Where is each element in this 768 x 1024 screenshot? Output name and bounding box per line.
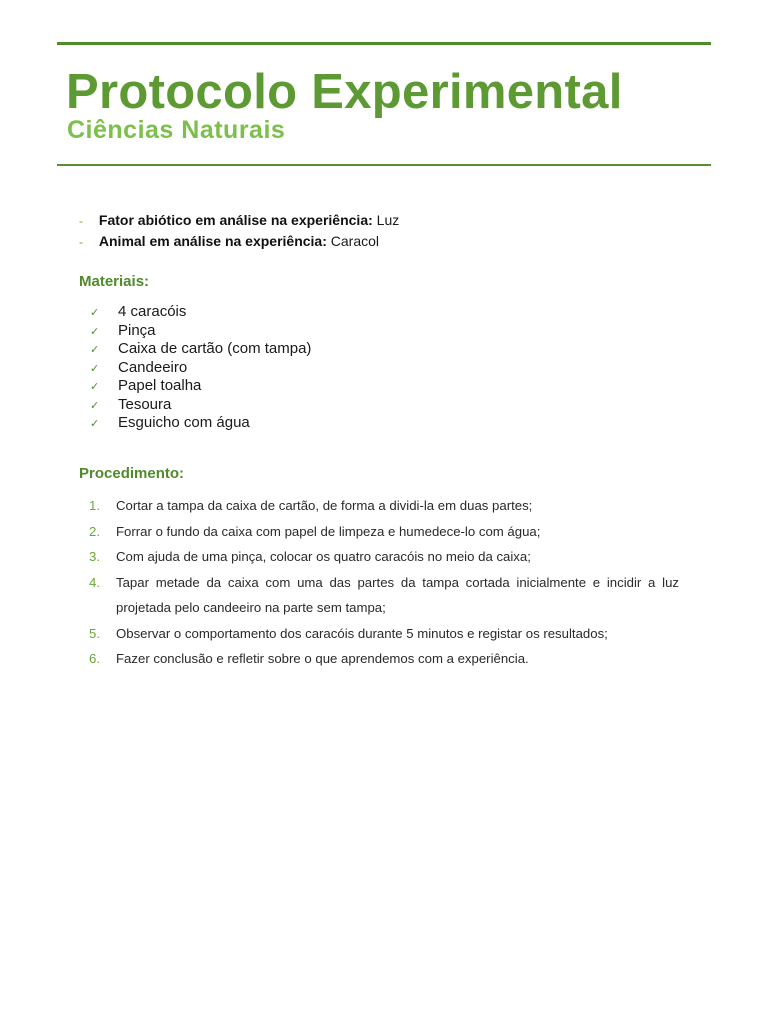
material-item [90,303,311,322]
check-icon: ✓ [90,325,100,338]
procedure-step [89,646,679,672]
step-text: Observar o comportamento dos caracóis durante 5 minutos e registar os resultados; [116,625,608,641]
check-icon: ✓ [90,344,100,356]
page-subtitle: Ciências Naturais [67,116,286,144]
fact-item [79,210,399,231]
material-item [90,414,311,433]
procedure-heading: Procedimento: [79,465,185,482]
material-label: Esguicho com água [118,414,250,431]
step-text: Forrar o fundo da caixa com papel de limpeza e humedece-lo com água; [116,523,541,539]
material-item [90,340,311,359]
materials-list [90,303,311,433]
page-title: Protocolo Experimental [66,65,623,119]
top-divider [57,42,711,45]
step-text: Com ajuda de uma pinça, colocar os quatro caracóis no meio da caixa; [116,549,531,564]
check-icon: ✓ [90,399,100,412]
materials-heading: Materiais: [79,273,150,290]
procedure-list [89,493,679,672]
material-item [90,396,311,415]
facts-list [79,210,399,252]
procedure-step [89,544,679,570]
material-label: Papel toalha [118,377,202,394]
step-text: Tapar metade da caixa com uma das partes da tampa cortada inicialmente e incidir a luz projetada pelo candeeiro na parte sem tampa; [116,574,679,615]
fact-label: Fator abiótico em análise na experiência: [98,212,373,228]
material-label: Caixa de cartão (com tampa) [118,340,312,357]
step-text: Cortar a tampa da caixa de cartão, de forma a dividi-la em duas partes; [116,498,533,513]
fact-label: Animal em análise na experiência: [98,233,327,249]
step-number: 4. [89,574,100,590]
step-number: 6. [89,651,100,666]
check-icon: ✓ [90,418,100,430]
procedure-step [89,570,679,621]
material-label: 4 caracóis [118,303,187,320]
fact-item [79,231,399,252]
material-label: Pinça [118,321,156,339]
step-number: 5. [89,625,100,641]
check-icon: ✓ [90,362,100,375]
header-divider [57,164,711,166]
dash-bullet-icon: - [79,214,83,228]
procedure-step [89,519,679,545]
procedure-step [89,621,679,647]
material-item [90,322,311,341]
step-text: Fazer conclusão e refletir sobre o que aprendemos com a experiência. [116,651,529,666]
fact-value: Luz [376,212,400,228]
material-label: Tesoura [118,395,172,413]
material-item [90,377,311,396]
step-number: 2. [89,523,100,539]
check-icon: ✓ [90,307,100,319]
procedure-step [89,493,679,519]
material-item [90,359,311,378]
material-label: Candeeiro [118,358,188,376]
dash-bullet-icon: - [79,235,83,249]
step-number: 1. [89,498,100,513]
check-icon: ✓ [90,381,100,393]
step-number: 3. [89,549,100,564]
fact-value: Caracol [330,233,380,249]
